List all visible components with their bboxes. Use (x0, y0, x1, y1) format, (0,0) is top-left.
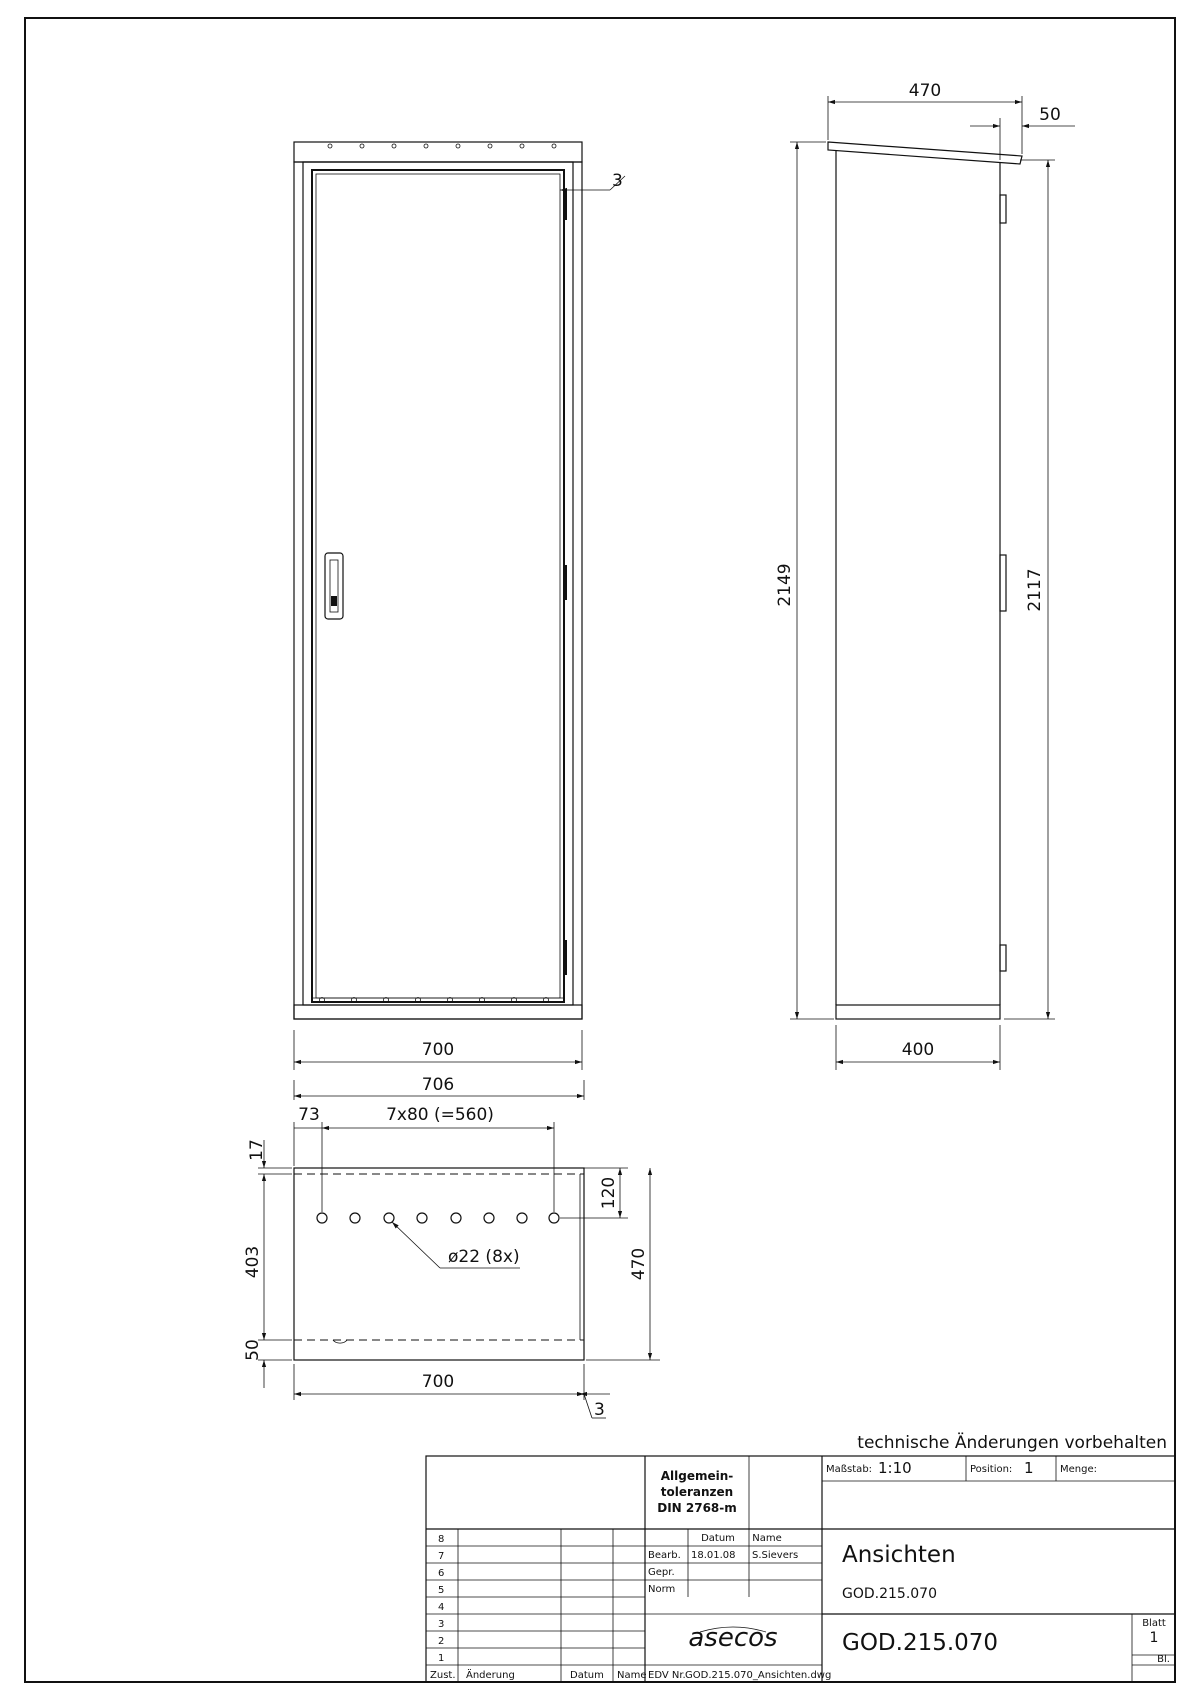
drawing-number: GOD.215.070 (842, 1630, 999, 1656)
revision-number: 6 (438, 1568, 445, 1579)
front-view (294, 142, 625, 1100)
top-pitch-dim: 7x80 (=560) (386, 1105, 494, 1125)
scale-label: Maßstab: (826, 1464, 873, 1475)
top-gap-dim: 3 (594, 1400, 605, 1420)
position-value: 1 (1024, 1459, 1034, 1477)
revision-number: 4 (438, 1602, 445, 1613)
front-gap-dim: 3 (612, 171, 623, 191)
drawing-title: Ansichten (842, 1542, 956, 1568)
edv-label: EDV Nr. (648, 1670, 686, 1681)
side-height-total-dim: 2149 (775, 563, 795, 607)
side-depth-bottom-dim: 400 (901, 1040, 935, 1060)
position-label: Position: (970, 1464, 1013, 1475)
sheet-label: Blatt (1142, 1618, 1166, 1629)
front-width-dim: 700 (421, 1040, 455, 1060)
top-row-depth-dim: 120 (599, 1176, 619, 1210)
top-inner-depth-dim: 403 (243, 1245, 263, 1279)
top-view (243, 1105, 660, 1420)
side-depth-top-dim: 470 (908, 81, 942, 101)
scale-value: 1:10 (878, 1459, 912, 1477)
holes-callout: ø22 (8x) (448, 1247, 520, 1267)
revision-number: 2 (438, 1636, 445, 1647)
tolerance-line-3: DIN 2768-m (657, 1501, 737, 1515)
revision-number: 8 (438, 1534, 445, 1545)
top-offset-dim: 73 (298, 1105, 320, 1125)
top-edge-dim: 17 (247, 1139, 267, 1161)
revision-number: 5 (438, 1585, 445, 1596)
sheets-label: Bl. (1157, 1654, 1170, 1665)
front-outer-width-dim: 706 (421, 1075, 455, 1095)
quantity-label: Menge: (1060, 1464, 1097, 1475)
sheet-value: 1 (1149, 1630, 1159, 1646)
edv-value: GOD.215.070_Ansichten.dwg (685, 1670, 832, 1681)
top-depth-total-dim: 470 (629, 1247, 649, 1281)
side-view (775, 81, 1075, 1070)
col-name-header: Name (752, 1533, 782, 1544)
notice-text: technische Änderungen vorbehalten (857, 1433, 1167, 1453)
row-gepr: Gepr. (648, 1567, 675, 1578)
bearb-date: 18.01.08 (691, 1550, 736, 1561)
tolerance-line-1: Allgemein- (660, 1469, 734, 1483)
top-bottom-edge-dim: 50 (243, 1339, 263, 1361)
top-width-dim: 700 (421, 1372, 455, 1392)
footer-aenderung: Änderung (466, 1670, 515, 1681)
side-overhang-dim: 50 (1039, 105, 1061, 125)
bearb-name: S.Sievers (752, 1550, 799, 1561)
footer-name: Name (617, 1670, 647, 1681)
footer-datum: Datum (570, 1670, 604, 1681)
revision-number: 3 (438, 1619, 445, 1630)
row-norm: Norm (648, 1584, 676, 1595)
side-height-body-dim: 2117 (1025, 568, 1045, 612)
col-datum-header: Datum (701, 1533, 735, 1544)
row-bearb: Bearb. (648, 1550, 681, 1561)
footer-zust: Zust. (430, 1670, 456, 1681)
revision-number: 1 (438, 1653, 445, 1664)
tolerance-line-2: toleranzen (660, 1485, 734, 1499)
door-handle (325, 553, 343, 619)
revision-number: 7 (438, 1551, 445, 1562)
asecos-logo: asecos (688, 1623, 778, 1653)
title-block (426, 1456, 1175, 1682)
drawing-subtitle: GOD.215.070 (842, 1586, 937, 1602)
